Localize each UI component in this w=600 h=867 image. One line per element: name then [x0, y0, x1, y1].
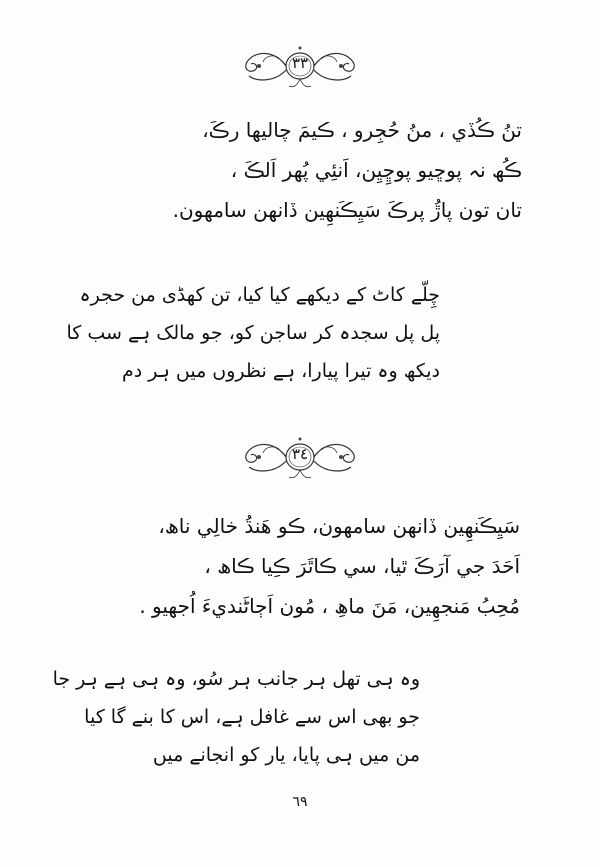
urdu-line: وہ ہی تھل ہر جانب ہر سُو، وہ ہی ہے ہر جا — [52, 668, 420, 690]
sindhi-line: سَيِڪَنھِين ڏانھن سامهون، ڪو هَنڌُ خالِي ناھ، — [158, 514, 520, 538]
verse-number: ٣٤ — [291, 445, 309, 463]
verse-number: ٣٣ — [291, 54, 309, 72]
sindhi-line: مُحِبُ مَنجھِين، مَنَ ماھِ ، مُون اَڄاڻَنديءَ اُجھيو . — [139, 594, 520, 618]
sindhi-line: تنُ ڪُڏي ، منُ حُجِرو ، ڪيمَ چاليھا رڪَ، — [202, 118, 522, 142]
verse-number-ornament — [235, 36, 365, 96]
urdu-line: جو بھی اس سے غافل ہے، اس کا بنے گا کیا — [84, 706, 420, 728]
urdu-stanza — [52, 660, 420, 774]
page-number: ٦٩ — [292, 794, 308, 810]
urdu-line: دیکھ وہ تیرا پیارا، ہے نظروں میں ہر دم — [121, 360, 440, 382]
urdu-line: چِلّے کاٹ کے دیکھے کیا کیا، تن کھڈی من حجرہ — [79, 284, 440, 306]
sindhi-line: اَحَدَ جي آرَڪَ ٿيا، سي ڪاٿَرَ ڪِيا ڪاھ ، — [204, 554, 520, 578]
urdu-line: من میں ہی پایا، یار کو انجانے میں — [152, 744, 420, 766]
urdu-stanza — [66, 276, 440, 390]
urdu-line: پل پل سجدہ کر ساجن کو، جو مالک ہے سب کا — [66, 322, 440, 344]
sindhi-stanza — [72, 110, 522, 230]
sindhi-stanza — [70, 506, 520, 626]
sindhi-line: ڪُھ نہ پوڇيو پوڇِيِن، اَنئِي پُھر اَلڪَ ، — [230, 158, 522, 182]
sindhi-line: تان تون پاڙُ پرڪَ سَيِڪَنھِين ڏانھن سامهون. — [172, 198, 522, 222]
verse-number-ornament — [235, 427, 365, 487]
